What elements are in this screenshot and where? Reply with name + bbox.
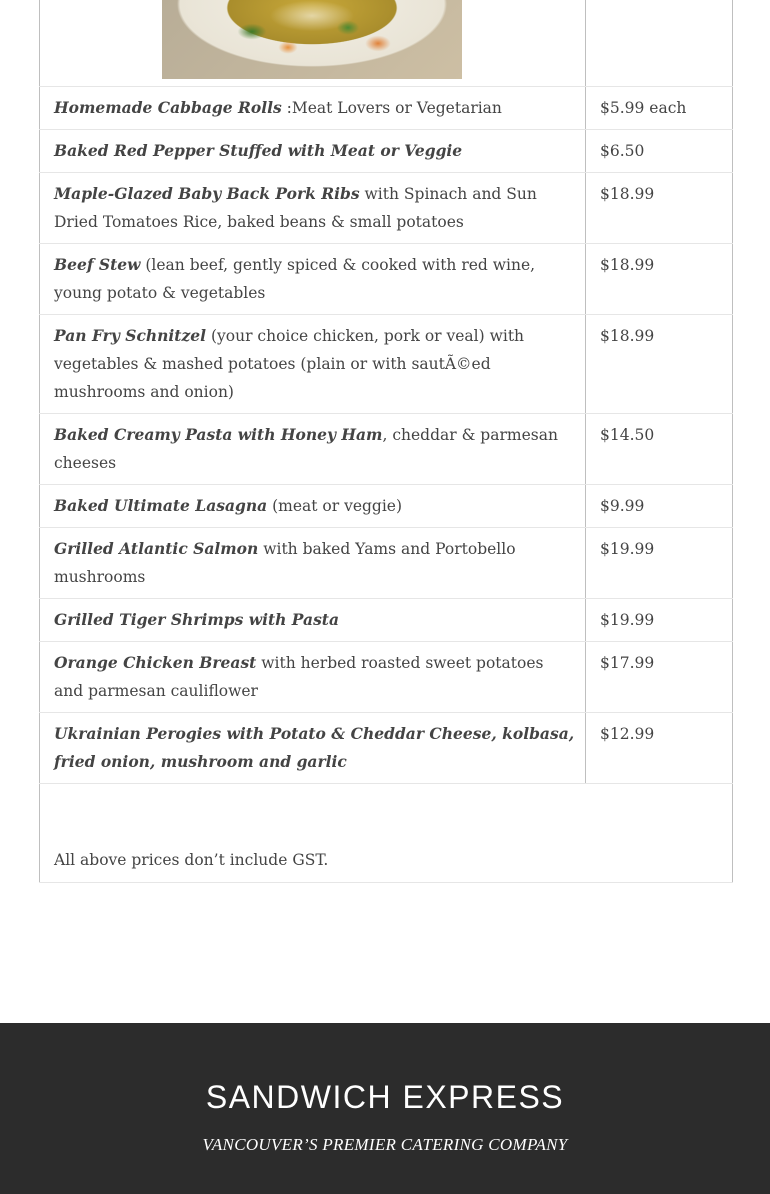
price-cell [586,413,733,484]
dish-description: (your choice chicken, pork or veal) with vegetables & mashed potatoes (plain or with sautÃ©ed mushrooms and onion) [54,326,525,401]
price-cell [586,484,733,527]
dish-price: $14.50 [600,425,655,444]
dish-name: Grilled Atlantic Salmon [54,538,259,558]
dish-name: Orange Chicken Breast [54,652,257,672]
menu-row [40,314,733,413]
menu-row [40,129,733,172]
menu-row [40,86,733,129]
dish-price: $6.50 [600,141,645,160]
menu-row [40,484,733,527]
price-cell [586,527,733,598]
soup-photo [162,0,462,79]
dish-description: (lean beef, gently spiced & cooked with red wine, young potato & vegetables [54,255,536,302]
menu-row [40,641,733,712]
price-cell [586,641,733,712]
dish-description: with Spinach and Sun Dried Tomatoes Rice, baked beans & small potatoes [54,184,537,231]
site-footer [0,1023,770,1194]
dish-name: Ukrainian Perogies with Potato & Cheddar Cheese, kolbasa, fried onion, mushroom and garlic [54,723,575,771]
menu-item-cell [40,712,586,783]
price-cell [586,598,733,641]
footer-tagline: VANCOUVER’S PREMIER CATERING COMPANY [202,1135,568,1154]
menu-row [40,598,733,641]
dish-name: Baked Creamy Pasta with Honey Ham [54,424,383,444]
menu-table [39,0,733,883]
dish-price: $19.99 [600,610,655,629]
menu-row [40,527,733,598]
dish-name: Homemade Cabbage Rolls [54,97,282,117]
note-row [40,783,733,882]
menu-item-cell [40,598,586,641]
dish-price: $5.99 each [600,98,687,117]
dish-name: Grilled Tiger Shrimps with Pasta [54,609,339,629]
menu-item-cell [40,641,586,712]
dish-price: $9.99 [600,496,645,515]
menu-item-cell [40,314,586,413]
menu-item-cell [40,413,586,484]
menu-item-cell [40,86,586,129]
dish-price: $19.99 [600,539,655,558]
price-cell [586,243,733,314]
menu-item-cell [40,484,586,527]
menu-section [39,0,732,883]
menu-row [40,243,733,314]
dish-name: Baked Ultimate Lasagna [54,495,268,515]
menu-row [40,172,733,243]
price-cell [586,712,733,783]
price-cell [586,86,733,129]
menu-item-cell [40,243,586,314]
dish-description: , cheddar & parmesan cheeses [54,425,558,472]
dish-price: $18.99 [600,326,655,345]
dish-description: (meat or veggie) [267,496,403,515]
dish-name: Baked Red Pepper Stuffed with Meat or Veggie [54,140,463,160]
dish-price: $18.99 [600,255,655,274]
footer-brand: SANDWICH EXPRESS [205,1079,565,1115]
dish-description: with herbed roasted sweet potatoes and parmesan cauliflower [54,653,544,700]
menu-item-cell [40,527,586,598]
price-cell [586,172,733,243]
menu-item-cell [40,172,586,243]
dish-price: $12.99 [600,724,655,743]
dish-description: :Meat Lovers or Vegetarian [281,98,502,117]
dish-name: Maple-Glazed Baby Back Pork Ribs [54,183,360,203]
price-cell [586,314,733,413]
dish-price: $17.99 [600,653,655,672]
price-cell [586,129,733,172]
note-cell [40,783,733,882]
dish-name: Pan Fry Schnitzel [54,325,207,345]
dish-name: Beef Stew [54,254,141,274]
dish-price: $18.99 [600,184,655,203]
dish-description: with baked Yams and Portobello mushrooms [54,539,516,586]
menu-row [40,413,733,484]
empty-price-cell [586,0,733,86]
image-row [40,0,733,86]
gst-note: All above prices don’t include GST. [54,850,329,869]
menu-item-cell [40,129,586,172]
image-cell [40,0,586,86]
menu-row [40,712,733,783]
